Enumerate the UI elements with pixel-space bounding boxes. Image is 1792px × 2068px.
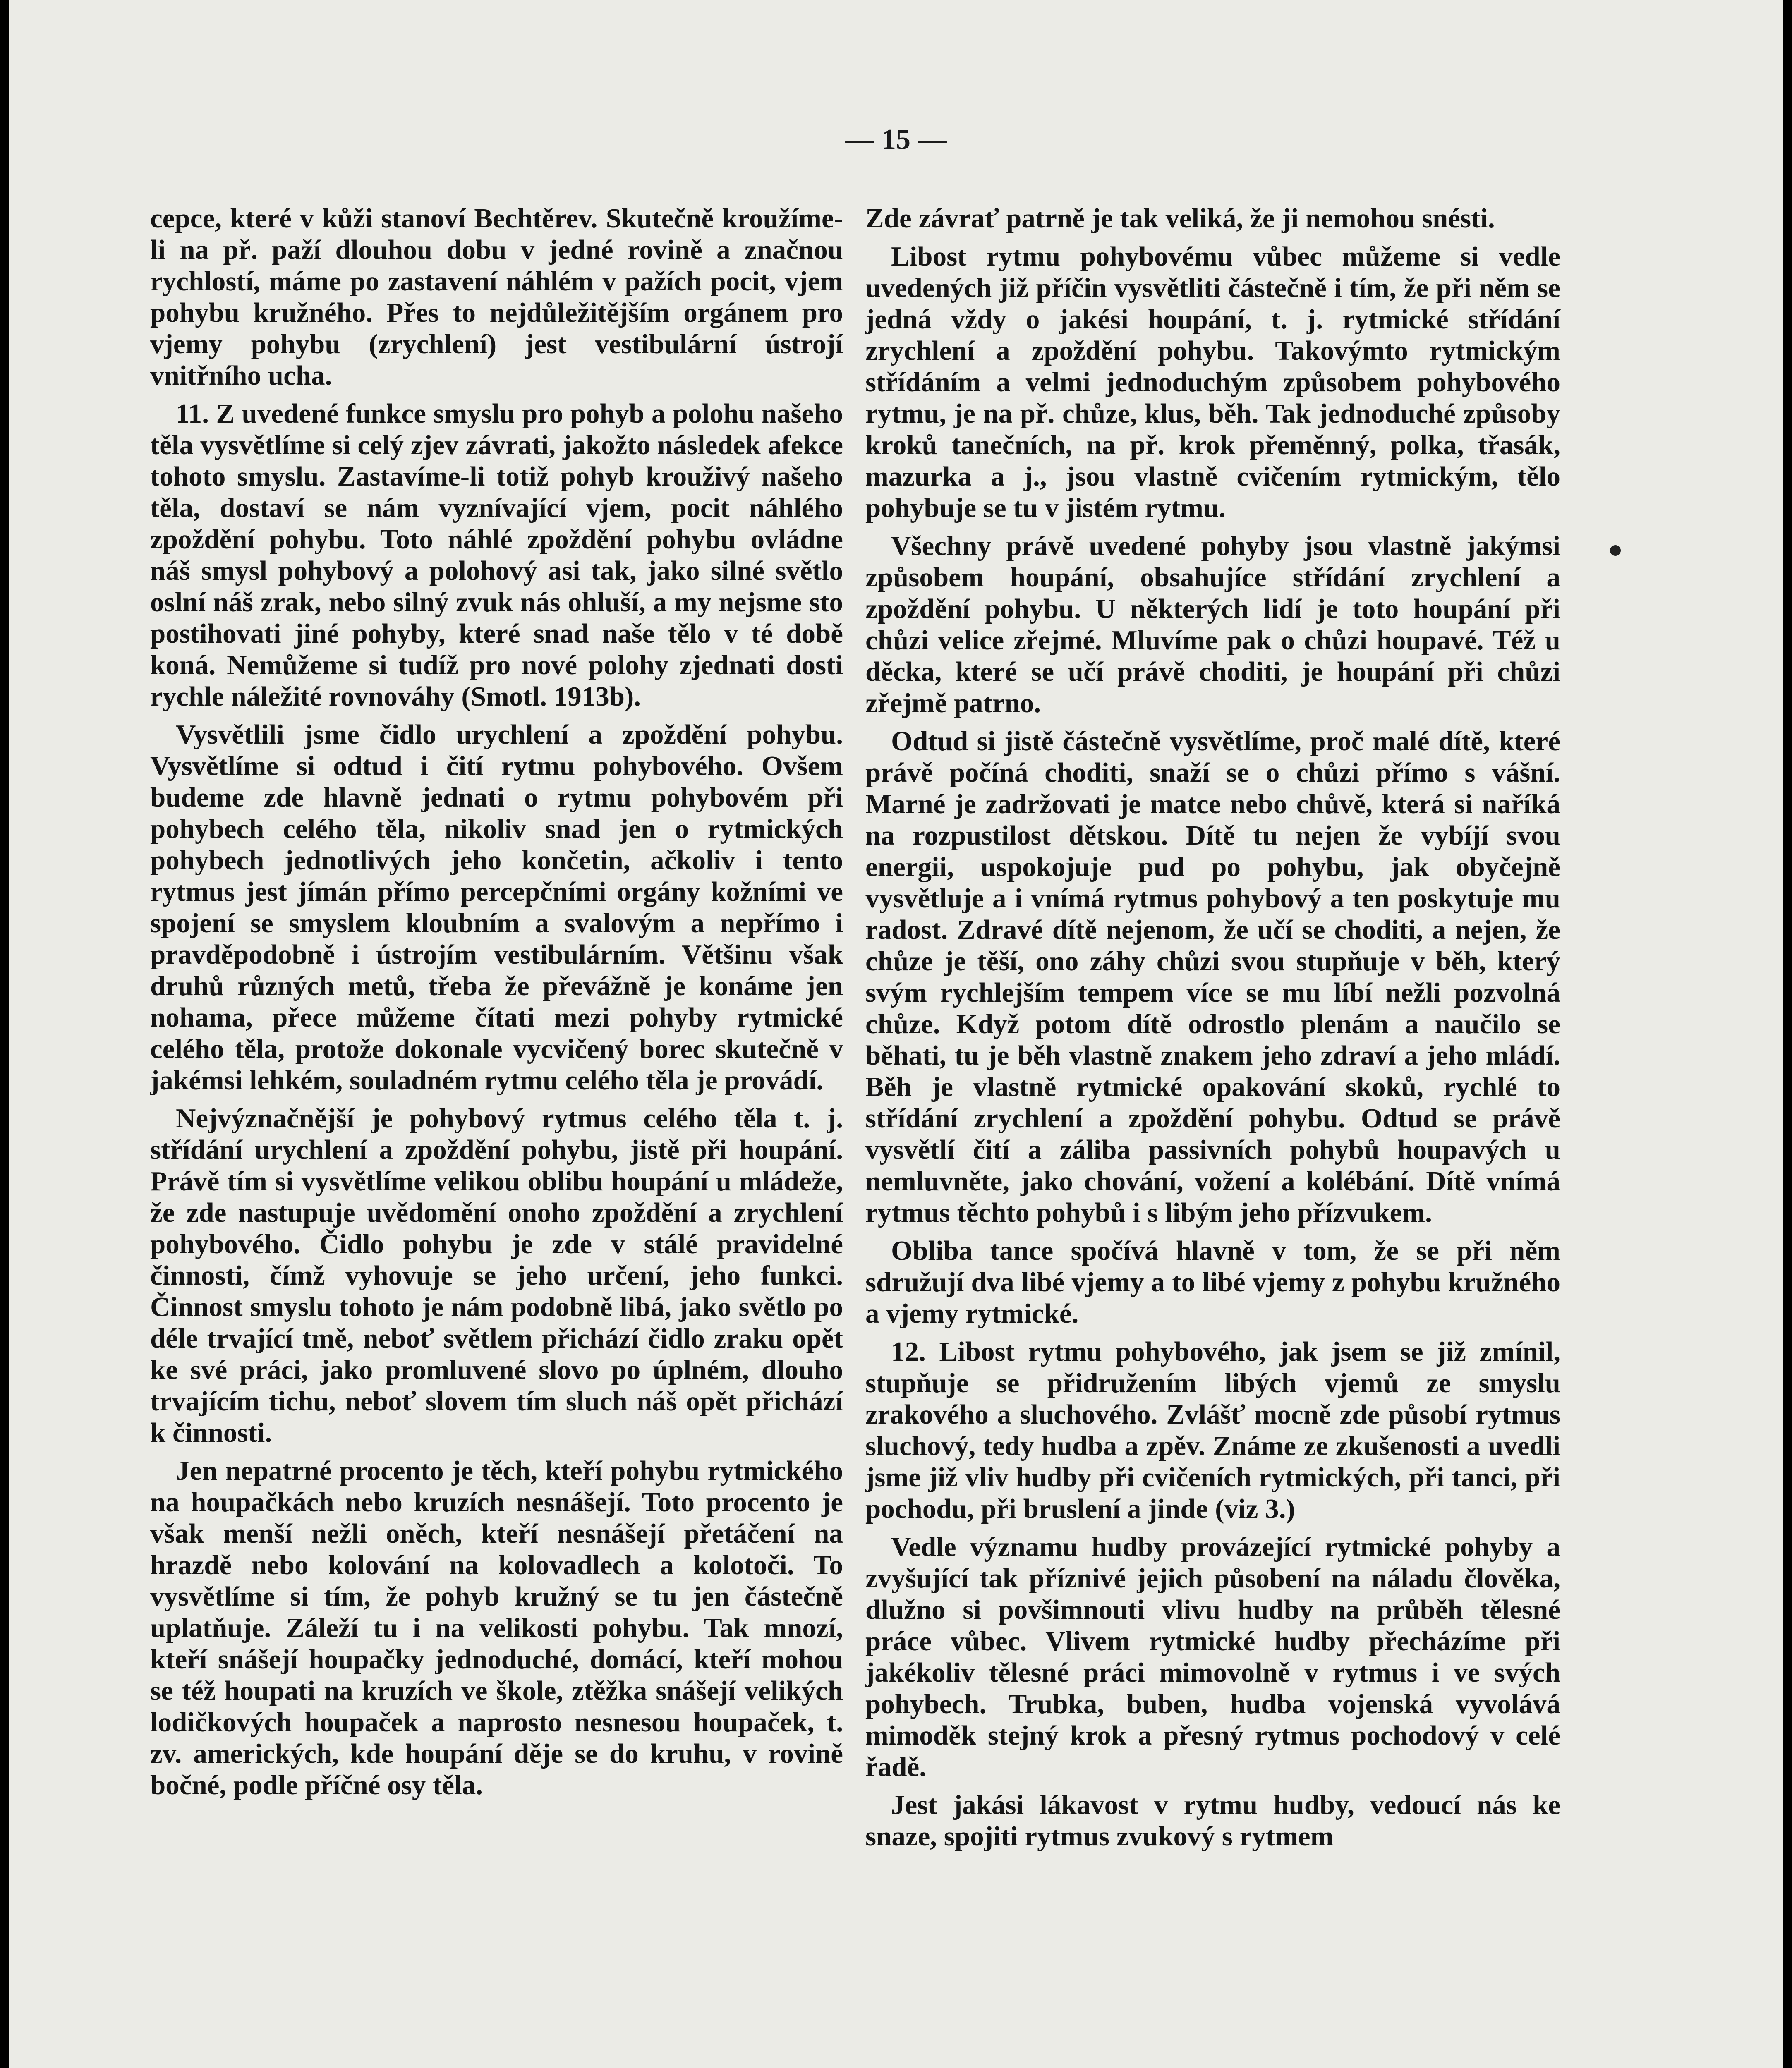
- paragraph: Obliba tance spočívá hlavně v tom, že se při něm sdružují dva libé vjemy a to libé vjemy z pohybu kružného a vjemy rytmické.: [865, 1235, 1560, 1329]
- page-number: — 15 —: [845, 124, 947, 156]
- paragraph: Všechny právě uvedené pohyby jsou vlastně jakýmsi způsobem houpání, obsahujíce střídání zrychlení a zpoždění pohybu. U některých lidí je toto houpání při chůzi velice zřejmé. Mluvíme pak o chůzi houpavé. Též u děcka, které se učí právě choditi, je houpání při chůzi zřejmě patrno.: [865, 531, 1560, 718]
- paragraph: Nejvýznačnější je pohybový rytmus celého těla t. j. střídání urychlení a zpoždění pohybu, jistě při houpání. Právě tím si vysvětlíme velikou oblibu houpání u mládeže, že zde nastupuje uvědomění onoho zpoždění a zrychlení pohybového. Čidlo pohybu je zde v stálé pravidelné činnosti, čímž vyhovuje se jeho určení, jeho funkci. Činnost smyslu tohoto je nám podobně libá, jako světlo po déle trvající tmě, neboť světlem přichází čidlo zraku opět ke své práci, jako promluvené slovo po úplném, dlouho trvajícím tichu, neboť slovem tím sluch náš opět přichází k činnosti.: [150, 1103, 843, 1448]
- paragraph: Libost rytmu pohybovému vůbec můžeme si vedle uvedených již příčin vysvětliti částečně i tím, že při něm se jedná vždy o jakési houpání, t. j. rytmické střídání zrychlení a zpoždění pohybu. Takovýmto rytmickým střídáním a velmi jednoduchým způsobem pohybového rytmu, je na př. chůze, klus, běh. Tak jednoduché způsoby kroků tanečních, na př. krok přeměnný, polka, třasák, mazurka a j., jsou vlastně cvičením rytmickým, tělo pohybuje se tu v jistém rytmu.: [865, 241, 1560, 523]
- paragraph: Jest jakási lákavost v rytmu hudby, vedoucí nás ke snaze, spojiti rytmus zvukový s rytmem: [865, 1790, 1560, 1852]
- paragraph: Jen nepatrné procento je těch, kteří pohybu rytmického na houpačkách nebo kruzích nesnášejí. Toto procento je však menší nežli oněch, kteří nesnášejí přetáčení na hrazdě nebo kolování na kolovadlech a kolotoči. To vysvětlíme si tím, že pohyb kružný se tu jen částečně uplatňuje. Záleží tu i na velikosti pohybu. Tak mnozí, kteří snášejí houpačky jednoduché, domácí, kteří mohou se též houpati na kruzích ve škole, ztěžka snášejí velikých lodičkových houpaček a naprosto nesnesou houpaček, t. zv. amerických, kde houpání děje se do kruhu, v rovině bočné, podle příčné osy těla.: [150, 1455, 843, 1800]
- paragraph: Zde závrať patrně je tak veliká, že ji nemohou snésti.: [865, 203, 1495, 234]
- right-column: [865, 203, 1560, 1859]
- book-page: [9, 0, 1783, 2068]
- paragraph: 11. Z uvedené funkce smyslu pro pohyb a polohu našeho těla vysvětlíme si celý zjev závrati, jakožto následek afekce tohoto smyslu. Zastavíme-li totiž pohyb krouživý našeho těla, dostaví se nám vyznívající vjem, pocit náhlého zpoždění pohybu. Toto náhlé zpoždění pohybu ovládne náš smysl pohybový a polohový asi tak, jako silné světlo oslní náš zrak, nebo silný zvuk nás ohluší, a my nejsme sto postihovati jiné pohyby, které snad naše tělo v té době koná. Nemůžeme si tudíž pro nové polohy zjednati dosti rychle náležité rovnováhy (Smotl. 1913b).: [150, 398, 843, 712]
- paragraph: Vedle významu hudby provázející rytmické pohyby a zvyšující tak příznivé jejich působení na náladu člověka, dlužno si povšimnouti vlivu hudby na průběh tělesné práce vůbec. Vlivem rytmické hudby přecházíme při jakékoliv tělesné práci mimovolně v rytmus i ve svých pohybech. Trubka, buben, hudba vojenská vyvolává mimoděk stejný krok a přesný rytmus pochodový v celé řadě.: [865, 1532, 1560, 1782]
- ink-dot: [1610, 545, 1621, 556]
- paragraph: Odtud si jistě částečně vysvětlíme, proč malé dítě, které právě počíná choditi, snaží se o chůzi přímo s vášní. Marné je zadržovati je matce nebo chůvě, která si naříká na rozpustilost dětskou. Dítě tu nejen že vybíjí svou energii, uspokojuje pud po pohybu, jak obyčejně vysvětluje a i vnímá rytmus pohybový a ten poskytuje mu radost. Zdravé dítě nejenom, že učí se choditi, a nejen, že chůze je těší, ono záhy chůzi svou stupňuje v běh, který svým rychlejším tempem více se mu líbí nežli pozvolná chůze. Když potom dítě odrostlo plenám a naučilo se běhati, tu je běh vlastně znakem jeho zdraví a jeho mládí. Běh je vlastně rytmické opakování skoků, rychlé to střídání zrychlení a zpoždění pohybu. Odtud se právě vysvětlí čití a záliba passivních pohybů houpavých u nemluvněte, jako chování, vožení a kolébání. Dítě vnímá rytmus těchto pohybů i s libým jeho přízvukem.: [865, 726, 1560, 1228]
- paragraph: 12. Libost rytmu pohybového, jak jsem se již zmínil, stupňuje se přidružením libých vjemů ze smyslu zrakového a sluchového. Zvlášť mocně zde působí rytmus sluchový, tedy hudba a zpěv. Známe ze zkušenosti a uvedli jsme již vliv hudby při cvičeních rytmických, při tanci, při pochodu, při bruslení a jinde (viz 3.): [865, 1336, 1560, 1524]
- paragraph: Vysvětlili jsme čidlo urychlení a zpoždění pohybu. Vysvětlíme si odtud i čití rytmu pohybového. Ovšem budeme zde hlavně jednati o rytmu pohybovém při pohybech celého těla, nikoliv snad jen o rytmických pohybech jednotlivých jeho končetin, ačkoliv i tento rytmus jest jímán přímo percepčními orgány kožními ve spojení se smyslem kloubním a svalovým a nepřímo i pravděpodobně i ústrojím vestibulárním. Většinu však druhů různých metů, třeba že převážně je konáme jen nohama, přece můžeme čítati mezi pohyby rytmické celého těla, protože dokonale vycvičený borec skutečně v jakémsi lehkém, souladném rytmu celého těla je provádí.: [150, 719, 843, 1096]
- left-column: [150, 203, 843, 1807]
- paragraph: cepce, které v kůži stanoví Bechtěrev. Skutečně kroužíme-li na př. paží dlouhou dobu v jedné rovině a značnou rychlostí, máme po zastavení náhlém v pažích pocit, vjem pohybu kružného. Přes to nejdůležitějším orgánem pro vjemy pohybu (zrychlení) jest vestibulární ústrojí vnitřního ucha.: [150, 203, 843, 391]
